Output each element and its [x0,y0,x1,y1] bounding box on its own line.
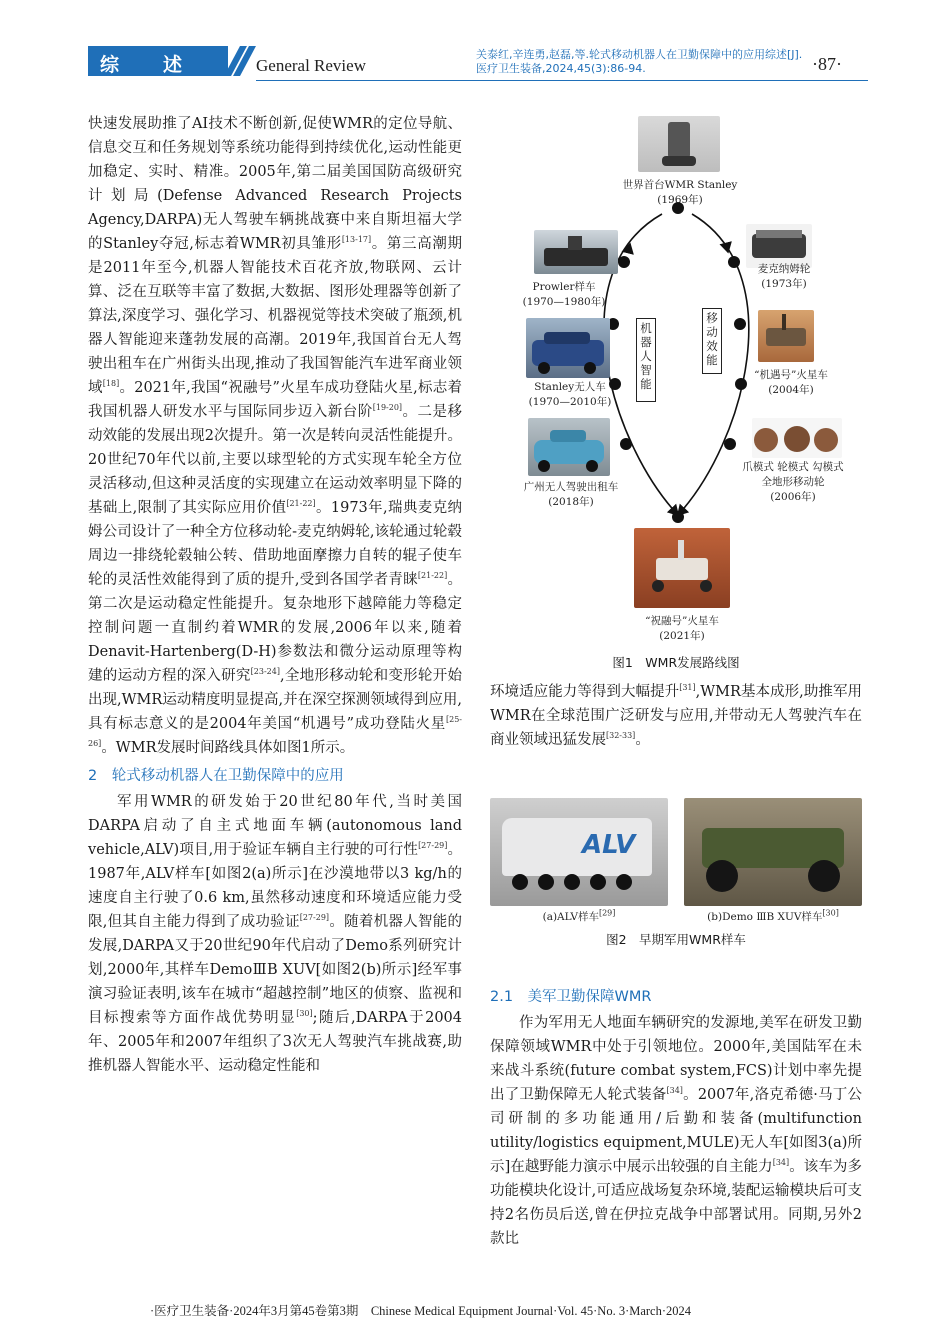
label-stanley-1969: 世界首台WMR Stanley (1969年) [622,179,738,206]
photo-opportunity [758,310,814,362]
paragraph-3: 环境适应能力等得到大幅提升[31],WMR基本成形,助推军用WMR在全球范围广泛研发与应用,并带动无人驾驶汽车在商业领域迅猛发展[32-33]。 [490,683,862,748]
label-opportunity: “机遇号”火星车 (2004年) [754,369,828,396]
photo-stanley-car [526,318,610,378]
node-right-mid [734,318,746,330]
left-column [88,112,462,1078]
page-footer: ·医疗卫生装备·2024年3月第45卷第3期 Chinese Medical Equipment Journal·Vol. 45·No. 3·March·2024 [150,1304,692,1318]
label-prowler: Prowler样车 (1970—1980年) [522,281,606,308]
box-mobility-efficiency: 移动效能 [702,308,722,374]
page-number: ·87· [812,54,842,74]
photo-taxi [528,418,610,476]
photo-demo-xuv [684,798,862,906]
photo-prowler [534,230,618,274]
node-taxi [620,438,632,450]
figure-2-caption: 图2 早期军用WMR样车 [606,932,746,947]
node-prowler [618,256,630,268]
figure-1-caption: 图1 WMR发展路线图 [612,655,740,670]
figure-1 [490,112,862,672]
label-taxi: 广州无人驾驶出租车 (2018年) [523,481,619,508]
label-mecanum: 麦克纳姆轮 (1973年) [757,263,811,290]
paragraph-2: 军用WMR的研发始于20世纪80年代,当时美国DARPA启动了自主式地面车辆(autonomous land vehicle,ALV)项目,用于验证车辆自主行驶的可行性[27-29]。1987年,ALV样车[如图2(a)所示]在沙漠地带以3 kg/h的速度自主行驶了0.6 km,虽然移动速度和环境适应能力受限,但其自主能力得到了成功验证[27-29]。随着机器人智能的发展,DARPA又于20世纪90年代启动了Demo系列研究计划,2000年,其样车DemoⅢB XUV[如图2(b)所示]经军事演习验证表明,该车在城市“超越控制”地区的侦察、监视和目标搜索等方面作战优势明显[30];随后,DARPA于2004年、2005年和2007年组织了3次无人驾驶汽车挑战赛,助推机器人智能水平、运动稳定性能和 [88,794,463,1074]
section-label-cn: 综 述 [100,54,185,76]
figure-2 [490,798,862,948]
node-zhurong [672,511,684,523]
section-heading-2-1: 2.1 美军卫勤保障WMR [490,989,652,1005]
label-wheels: 爪模式 轮模式 勾模式 全地形移动轮 (2006年) [742,461,844,503]
photo-alv: ALV [490,798,668,906]
label-zhurong: “祝融号”火星车 (2021年) [645,615,719,642]
section-label-en: General Review [256,56,366,75]
photo-stanley-1969 [638,116,720,172]
paragraph-1: 快速发展助推了AI技术不断创新,促使WMR的定位导航、信息交互和任务规划等系统功能得到持续优化,运动性能更加稳定、实时、精准。2005年,第二届美国国防高级研究计划局(Defense Advanced Research Projects Agency,DARPA)无人驾驶车辆挑战赛中来自斯坦福大学的Stanley夺冠,标志着WMR初具雏形[13-17]。第三高潮期是2011年至今,机器人智能技术百花齐放,物联网、云计算、泛在互联等丰富了数据,大数据、图形处理器等创新了算法,深度学习、强化学习、机器视觉等技术突破了瓶颈,机器人智能迎来蓬勃发展的高潮。2019年,我国首台无人驾驶出租车在广州街头出现,推动了我国智能汽车进军商业领域[18]。2021年,我国“祝融号”火星车成功登陆火星,标志着我国机器人研发水平与国际同步迈入新台阶[19-20]。二是移动效能的发展出现2次提升。第一次是转向灵活性能提升。20世纪70年代以前,主要以球型轮的方式实现车轮全方位灵活移动,但这种灵活度的实现建立在运动效率明显下降的基础上,限制了其实际应用价值[21-22]。1973年,瑞典麦克纳姆公司设计了一种全方位移动轮-麦克纳姆轮,该轮通过轮毂周边一排绕轮毂轴公转、借助地面摩擦力自转的辊子使车轮的灵活性效能得到了质的提升,受到各国学者青睐[21-22]。第二次是运动稳定性能提升。复杂地形下越障能力等稳定控制问题一直制约着WMR的发展,2006年以来,随着Denavit-Hartenberg(D-H)参数法和微分运动原理等构建的运动方程的深入研究[23-24],全地形移动轮和变形轮开始出现,WMR运动精度明显提高,并在深空探测领域得到应用,具有标志意义的是2004年美国“机遇号”成功登陆火星[25-26]。WMR发展时间路线具体如图1所示。 [88,116,463,756]
node-wheels [724,438,736,450]
figure-2b-caption: (b)Demo ⅢB XUV样车[30] [707,908,839,923]
figure-2a-caption: (a)ALV样车[29] [542,908,616,923]
photo-zhurong [634,528,730,608]
box-robot-intelligence: 机器人智能 [636,318,656,402]
paragraph-4: 作为军用无人地面车辆研究的发源地,美军在研发卫勤保障领域WMR中处于引领地位。2000年,美国陆军在未来战斗系统(future combat system,FCS)计划中率先提出了卫勤保障无人轮式装备[34]。2007年,洛克希德·马丁公司研制的多功能通用/后勤和装备(multifunction utility/logistics equipment,MULE)无人车[如图3(a)所示]在越野能力演示中展示出较强的自主能力[34]。该车为多功能模块化设计,可适应战场复杂环境,装配运输模块后可支持2名伤员后送,曾在伊拉克战争中部署试用。同期,另外2款比 [490,1015,863,1247]
label-stanley-car: Stanley无人车 (1970—2010年) [528,381,612,408]
section-heading-2: 2 轮式移动机器人在卫勤保障中的应用 [88,768,344,784]
right-column-bottom [490,985,862,1251]
header-citation: 关泰红,辛连勇,赵磊,等.轮式移动机器人在卫勤保障中的应用综述[J]. 医疗卫生装备,2024,45(3):86-94. [476,48,803,75]
right-column-top [490,680,862,752]
header-rule [256,80,868,81]
photo-wheels [752,418,842,458]
